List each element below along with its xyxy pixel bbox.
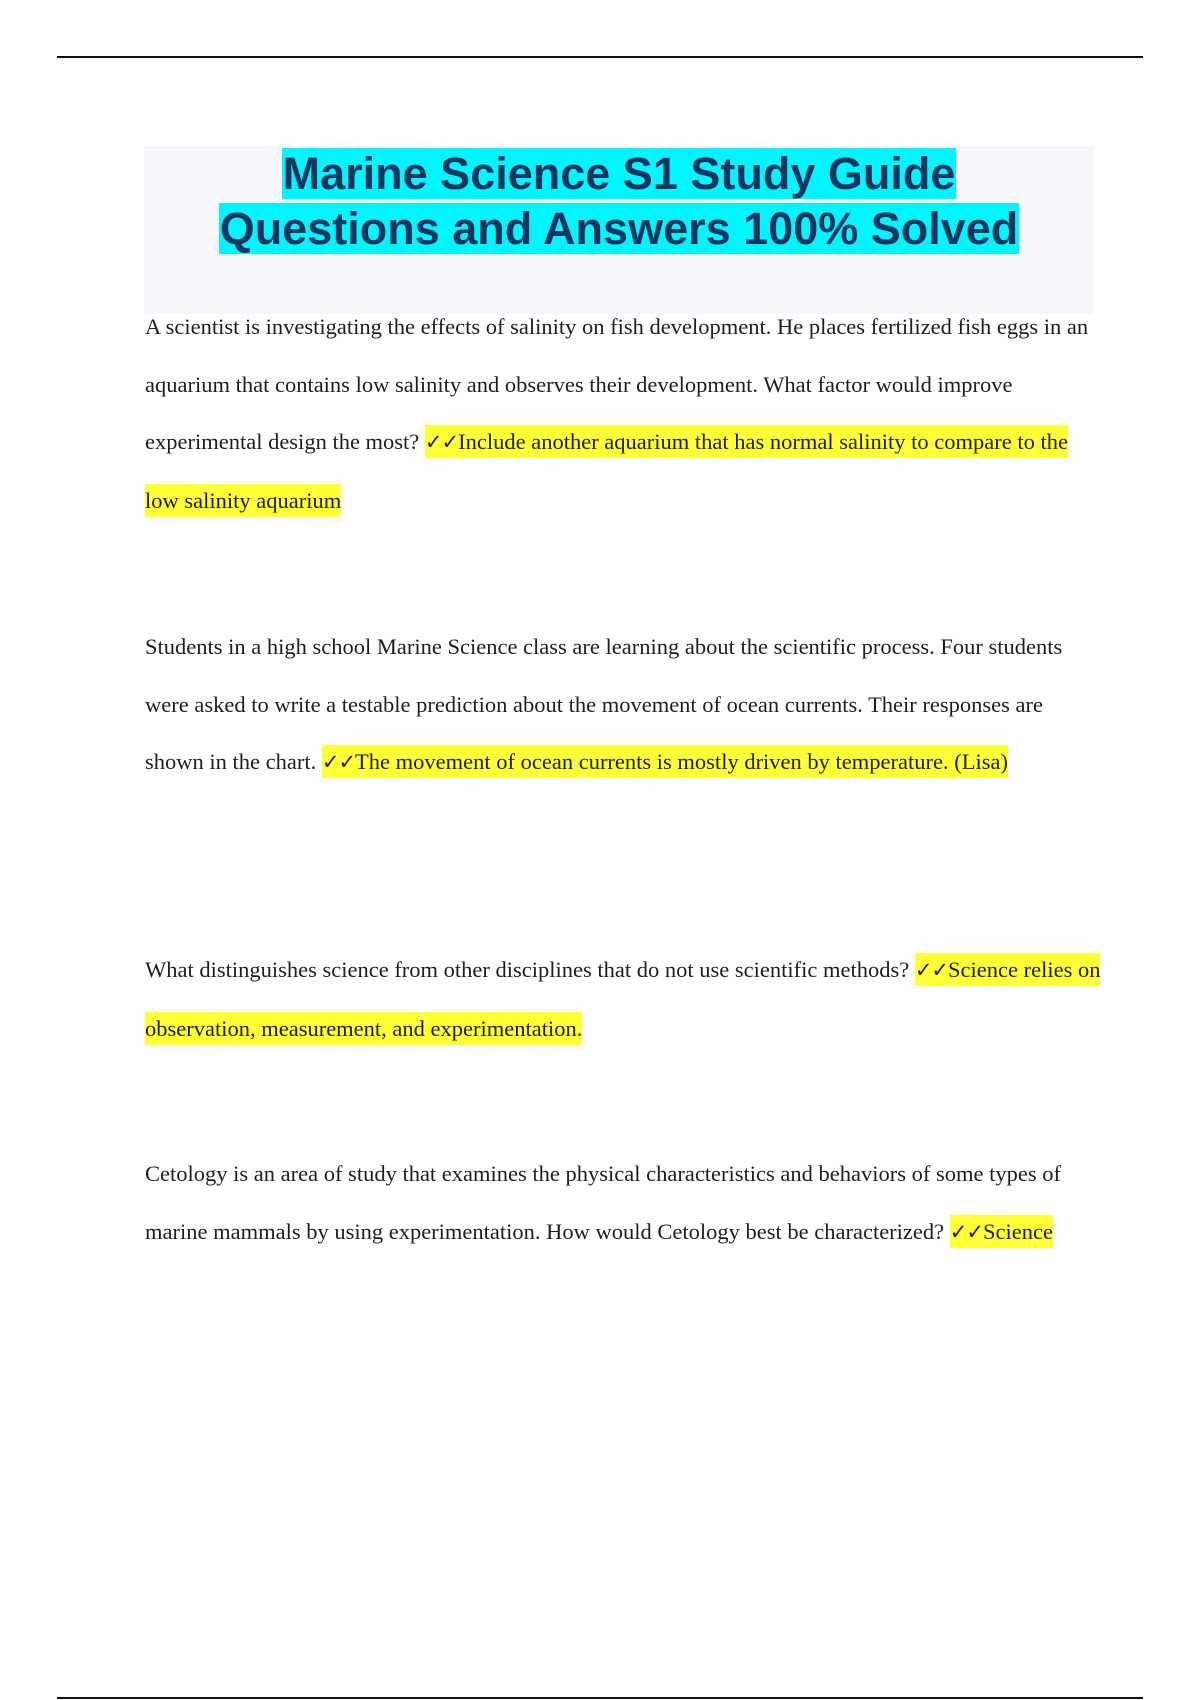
answer-highlight [950, 1215, 1053, 1248]
answer-highlight [322, 745, 1008, 778]
title-banner [144, 146, 1094, 314]
answer-text: The movement of ocean currents is mostly driven by temperature. (Lisa) [355, 749, 1008, 774]
question-text: A scientist is investigating the effects of salinity on fish development. He places fertilized fish eggs in an aquarium that contains low salinity and observes their development. What factor would improve experimental design the most? [145, 314, 1089, 454]
question-text: Cetology is an area of study that examines the physical characteristics and behaviors of some types of marine mammals by using experimentation. How would Cetology best be characterized? [145, 1161, 1061, 1244]
qa-item [145, 1145, 1105, 1261]
page-title-line-2 [144, 201, 1094, 256]
answer-text: Include another aquarium that has normal salinity to compare to the low salinity aquarium [145, 429, 1068, 513]
page-title-line-1 [144, 146, 1094, 201]
footer-rule [57, 1697, 1143, 1699]
double-check-icon: ✓✓ [321, 750, 356, 774]
header-rule [57, 56, 1143, 58]
double-check-icon: ✓✓ [424, 430, 459, 454]
question-text: What distinguishes science from other disciplines that do not use scientific methods? [145, 957, 915, 982]
qa-item [145, 618, 1105, 792]
answer-text: Science [982, 1218, 1053, 1244]
double-check-icon: ✓✓ [949, 1219, 983, 1244]
qa-item [145, 298, 1105, 529]
page-title-text-2: Questions and Answers 100% Solved [219, 203, 1019, 254]
question-text: Students in a high school Marine Science class are learning about the scientific process. Four students were asked to write a testable prediction about the movement of ocean currents. Their responses are shown in the chart. [145, 634, 1063, 774]
qa-item [145, 941, 1105, 1057]
double-check-icon: ✓✓ [914, 958, 949, 982]
page-title-text-1: Marine Science S1 Study Guide [282, 148, 956, 199]
answer-text: Science relies on observation, measurement, and experimentation. [145, 957, 1101, 1041]
